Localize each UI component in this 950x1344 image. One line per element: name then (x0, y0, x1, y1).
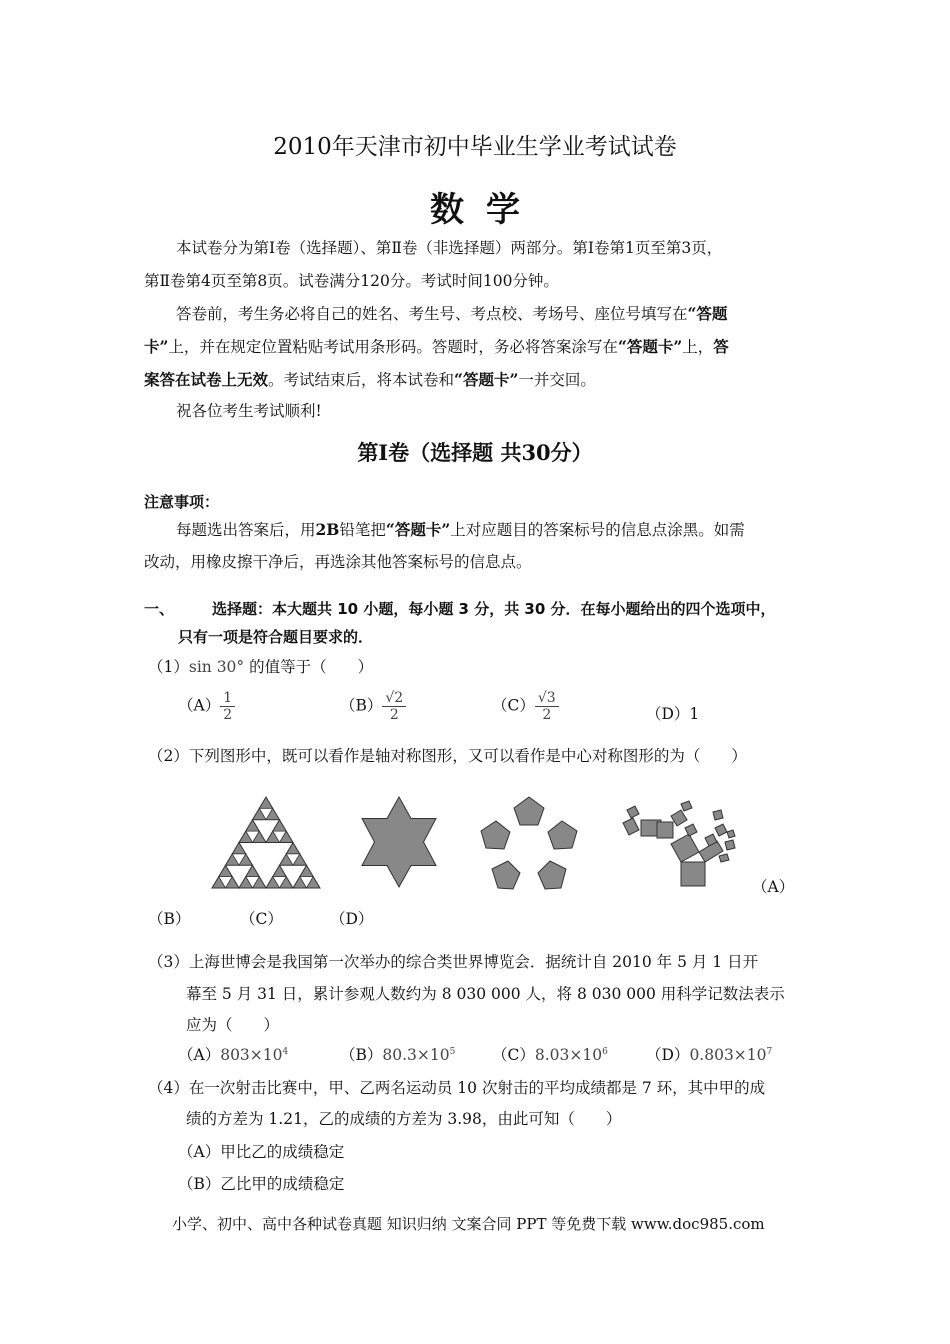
notice-line-2: 改动，用橡皮擦干净后，再选涂其他答案标号的信息点。 (144, 553, 532, 571)
question-1-stem: （1）sin 30° 的值等于（ ） (148, 658, 374, 676)
figure-pythagoras-tree (615, 798, 740, 890)
question-3-line-3: 应为（ ） (186, 1016, 280, 1034)
figure-label-b: （B） (148, 910, 191, 928)
figure-sierpinski-triangle (210, 795, 322, 890)
question-2-stem: （2）下列图形中，既可以看作是轴对称图形，又可以看作是中心对称图形的为（ ） (148, 747, 747, 765)
question-4-option-a: （A）甲比乙的成绩稳定 (178, 1143, 345, 1161)
intro-paragraph-1-line-1: 本试卷分为第Ⅰ卷（选择题）、第Ⅱ卷（非选择题）两部分。第Ⅰ卷第1页至第3页， (176, 239, 723, 257)
question-1-option-d: （D）1 (646, 705, 700, 723)
figure-six-pointed-star (355, 795, 443, 889)
good-luck-line: 祝各位考生考试顺利! (176, 402, 322, 420)
question-3-line-1: （3）上海世博会是我国第一次举办的综合类世界博览会．据统计自 2010 年 5 月 1 日开 (148, 953, 759, 971)
intro-paragraph-2-line-3: 案答在试卷上无效。考试结束后，将本试卷和“答题卡”一并交回。 (144, 370, 596, 389)
figure-pentagon-ring (478, 795, 580, 891)
part-instructions-line-1: 选择题：本大题共 10 小题，每小题 3 分，共 30 分．在每小题给出的四个选项中， (212, 600, 776, 618)
question-3-option-d: $(D)0.803\times 10^7$ (646, 1046, 773, 1064)
question-4-option-b: （B）乙比甲的成绩稳定 (178, 1175, 345, 1193)
figure-label-d: （D） (330, 910, 374, 928)
notice-heading: 注意事项： (144, 493, 220, 511)
intro-paragraph-2-line-2: 卡”上，并在规定位置粘贴考试用条形码。答题时，务必将答案涂写在“答题卡”上，答 (144, 337, 729, 356)
notice-line-1: 每题选出答案后，用2B铅笔把“答题卡”上对应题目的答案标号的信息点涂黑。如需 (176, 520, 745, 539)
question-3-option-b: $(B)80.3\times 10^5$ (340, 1046, 456, 1064)
figure-label-c: （C） (240, 910, 283, 928)
question-4-line-1: （4）在一次射击比赛中，甲、乙两名运动员 10 次射击的平均成绩都是 7 环，其中甲的成 (148, 1079, 766, 1097)
part-instructions-line-2: 只有一项是符合题目要求的． (178, 628, 374, 646)
question-1-option-c: （C） $\frac{√3}{2}$ (492, 690, 559, 723)
exam-title: 2010年天津市初中毕业生学业考试试卷 (273, 134, 677, 160)
question-3-line-2: 幕至 5 月 31 日，累计参观人数约为 8 030 000 人，将 8 030 000 用科学记数法表示 (186, 985, 785, 1003)
intro-paragraph-2-line-1: 答卷前，考生务必将自己的姓名、考生号、考点校、考场号、座位号填写在“答题 (176, 304, 728, 323)
question-1-option-a: （A） $\frac{1}{2}$ (178, 690, 235, 723)
question-1-option-b: （B） $\frac{√2}{2}$ (340, 690, 406, 723)
part-number: 一、 (144, 600, 175, 618)
figure-label-a: （A） (752, 878, 795, 896)
subject-heading: 数学 (430, 190, 542, 230)
question-3-option-c: $(C)8.03\times 10^6$ (492, 1046, 608, 1064)
intro-paragraph-1-line-2: 第Ⅱ卷第4页至第8页。试卷满分120分。考试时间100分钟。 (144, 272, 559, 290)
question-4-line-2: 绩的方差为 1.21，乙的成绩的方差为 3.98，由此可知（ ） (186, 1110, 622, 1128)
page-footer: 小学、初中、高中各种试卷真题 知识归纳 文案合同 PPT 等免费下载 www.doc985.com (172, 1215, 765, 1233)
question-3-option-a: $(A)803\times 10^4$ (178, 1046, 289, 1064)
section-title: 第Ⅰ卷（选择题 共30分） (357, 440, 593, 465)
